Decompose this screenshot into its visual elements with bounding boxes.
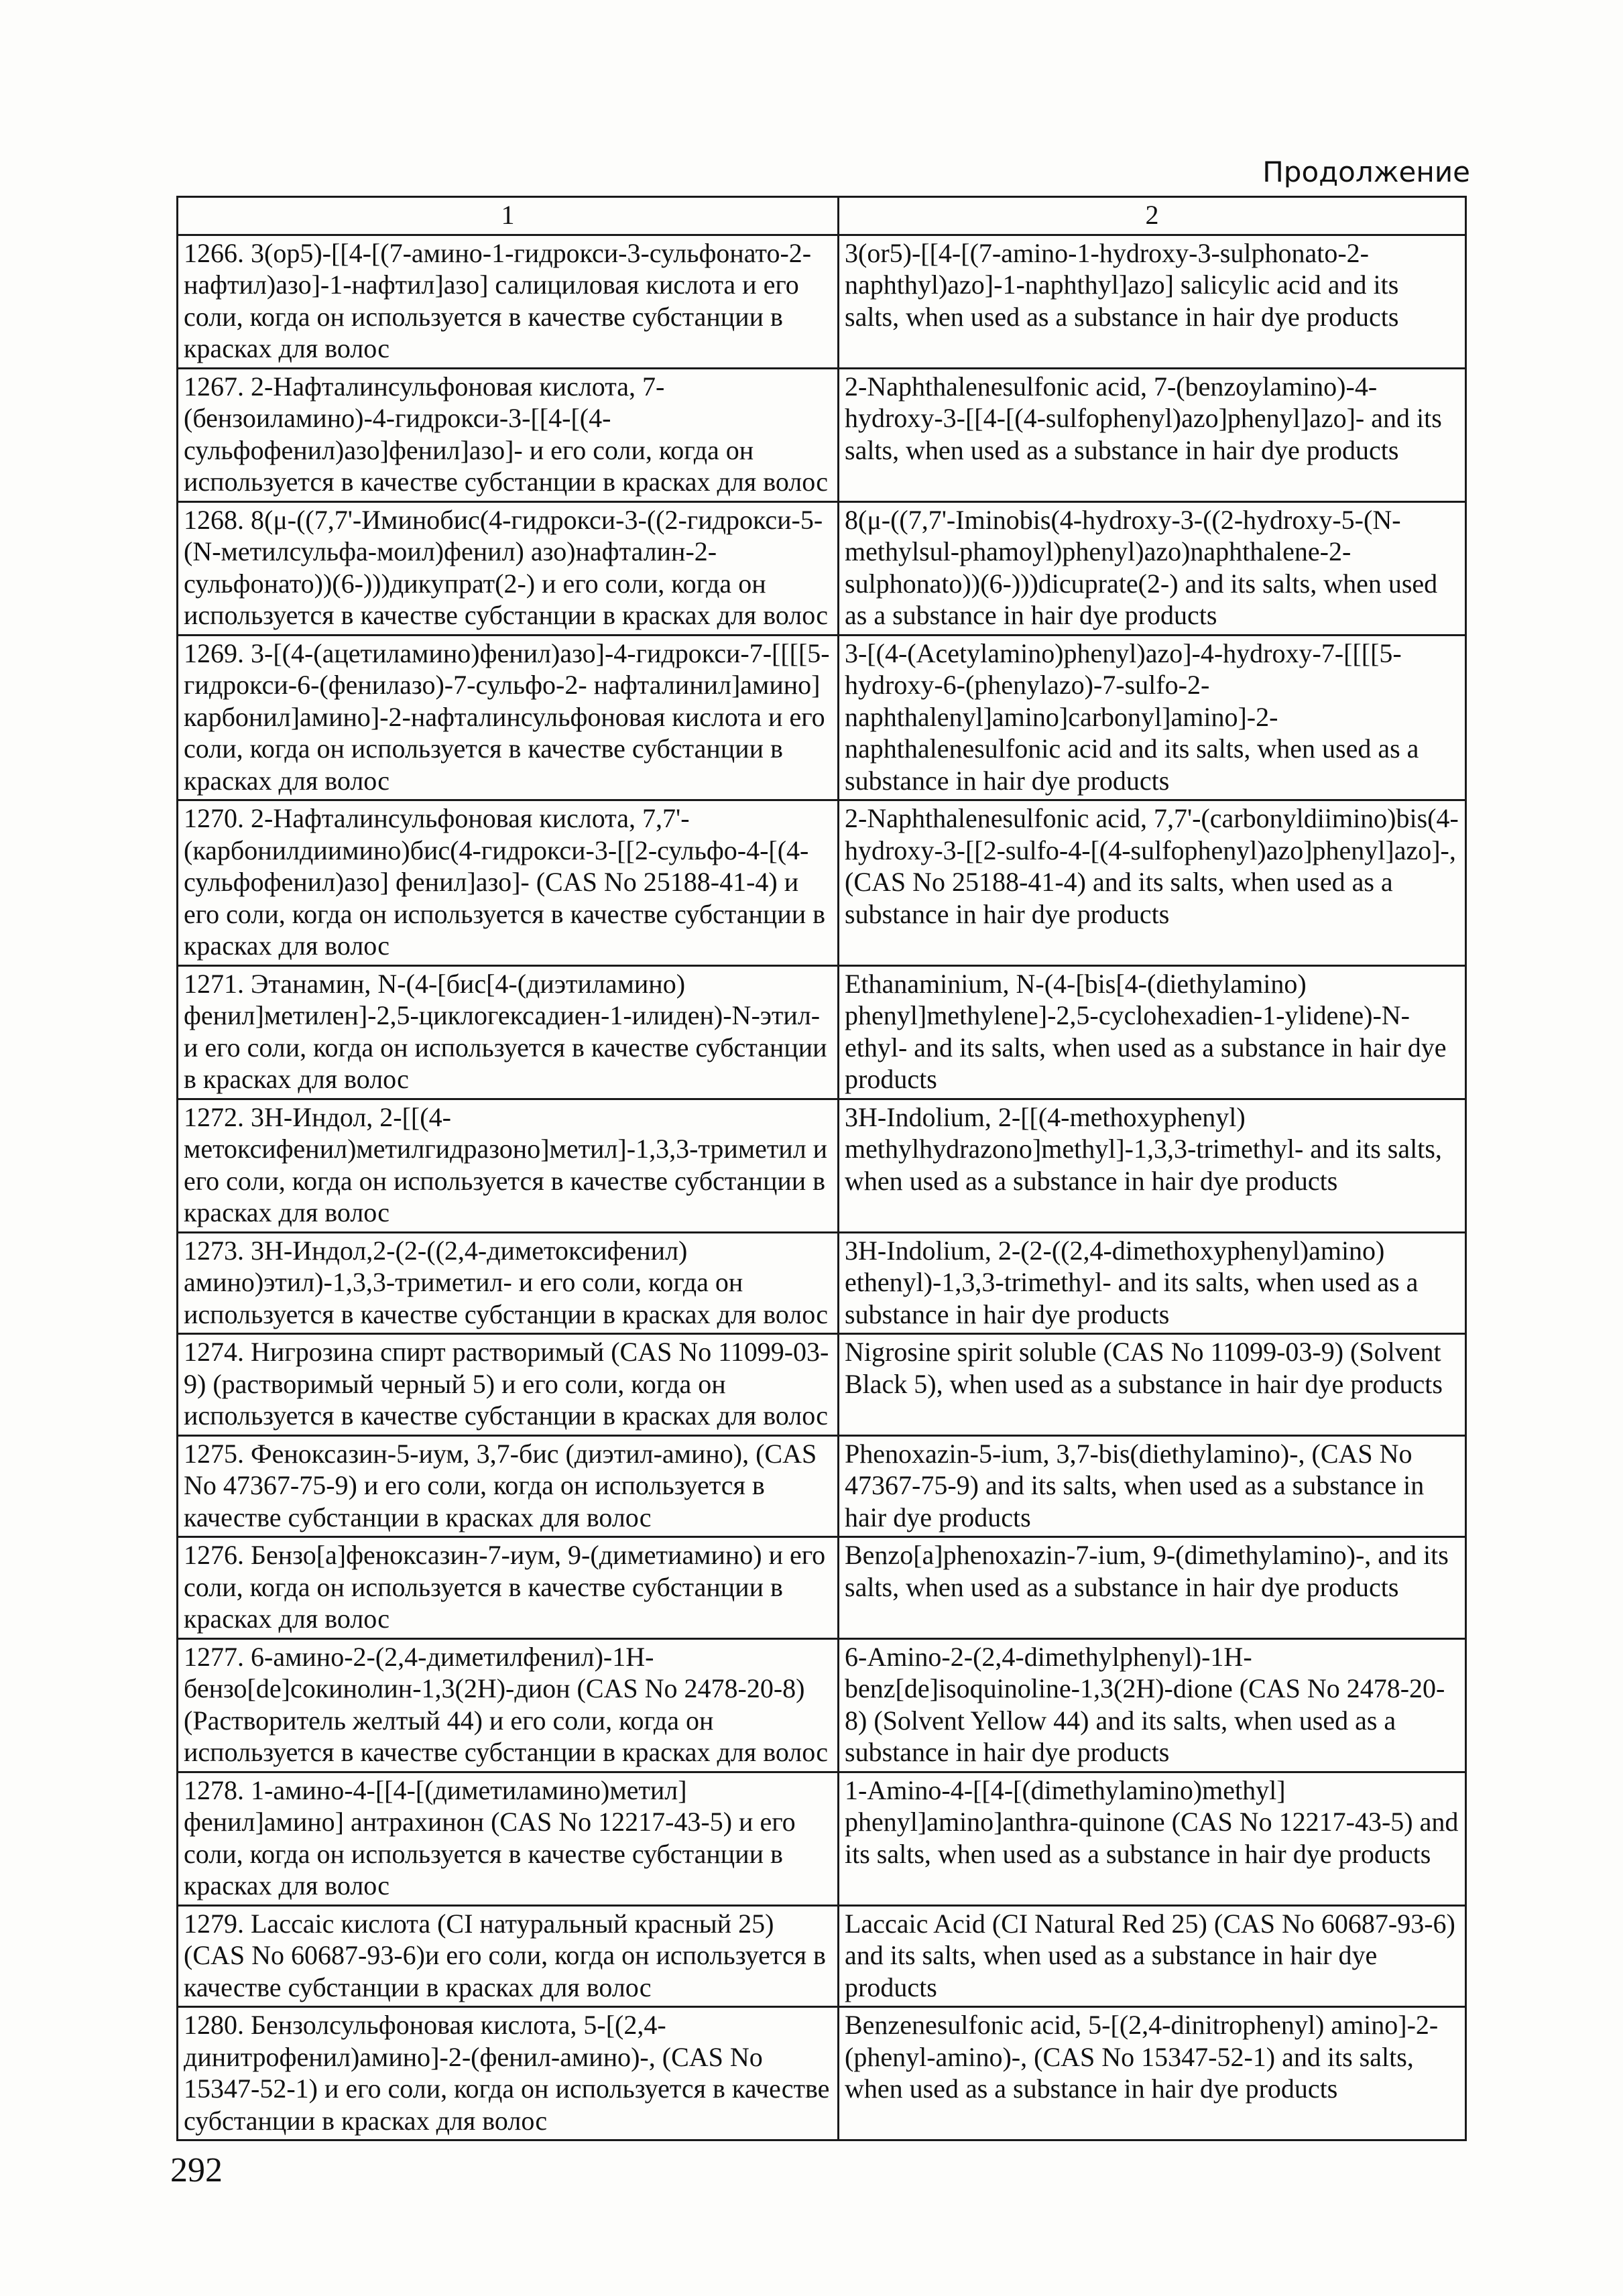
cell-russian: 1268. 8(μ-((7,7'-Иминобис(4-гидрокси-3-((2-гидрокси-5-(N-метилсульфа-моил)фенил) азо)нафталин-2-сульфонато))(6-)))дикупрат(2-) и его соли, когда он используется в качестве субстанции в красках для волос: [178, 501, 839, 635]
table-row: [178, 235, 1466, 368]
table-row: [178, 2007, 1466, 2140]
table-row: [178, 800, 1466, 966]
cell-russian: 1277. 6-амино-2-(2,4-диметилфенил)-1H-бензо[de]cокинолин-1,3(2H)-дион (CAS No 2478-20-8) (Растворитель желтый 44) и его соли, когда он используется в качестве субстанции в красках для волос: [178, 1638, 839, 1772]
cell-english: 8(μ-((7,7'-Iminobis(4-hydroxy-3-((2-hydroxy-5-(N-methylsul-phamoyl)phenyl)azo)naphthalene-2-sulphonato))(6-)))dicuprate(2-) and its salts, when used as a substance in hair dye products: [839, 501, 1466, 635]
cell-russian: 1267. 2-Нафталинсульфоновая кислота, 7-(бензоиламино)-4-гидрокси-3-[[4-[(4-сульфофенил)азо]фенил]азо]- и его соли, когда он используется в качестве субстанции в красках для волос: [178, 368, 839, 501]
table-row: [178, 1435, 1466, 1537]
cell-russian: 1279. Laccaic кислота (CI натуральный красный 25) (CAS No 60687-93-6)и его соли, когда он используется в качестве субстанции в красках для волос: [178, 1905, 839, 2007]
table-row: [178, 1537, 1466, 1639]
table-row: [178, 1232, 1466, 1334]
cell-english: Benzenesulfonic acid, 5-[(2,4-dinitrophenyl) amino]-2-(phenyl-amino)-, (CAS No 15347-52-1) and its salts, when used as a substance in hair dye products: [839, 2007, 1466, 2140]
cell-english: 3H-Indolium, 2-[[(4-methoxyphenyl) methylhydrazono]methyl]-1,3,3-trimethyl- and its salts, when used as a substance in hair dye products: [839, 1099, 1466, 1232]
cell-english: Phenoxazin-5-ium, 3,7-bis(diethylamino)-, (CAS No 47367-75-9) and its salts, when used as a substance in hair dye products: [839, 1435, 1466, 1537]
cell-english: Laccaic Acid (CI Natural Red 25) (CAS No 60687-93-6) and its salts, when used as a substance in hair dye products: [839, 1905, 1466, 2007]
cell-english: 3-[(4-(Acetylamino)phenyl)azo]-4-hydroxy-7-[[[[5-hydroxy-6-(phenylazo)-7-sulfo-2-naphthalenyl]amino]carbonyl]amino]-2-naphthalenesulfonic acid and its salts, when used as a substance in hair dye products: [839, 635, 1466, 800]
column-header-2: 2: [839, 197, 1466, 235]
table-row: [178, 1905, 1466, 2007]
cell-english: Ethanaminium, N-(4-[bis[4-(diethylamino) phenyl]methylene]-2,5-cyclohexadien-1-ylidene)-N-ethyl- and its salts, when used as a substance in hair dye products: [839, 965, 1466, 1099]
table-row: [178, 1638, 1466, 1772]
table-row: [178, 1334, 1466, 1436]
cell-english: Nigrosine spirit soluble (CAS No 11099-03-9) (Solvent Black 5), when used as a substance in hair dye products: [839, 1334, 1466, 1436]
cell-russian: 1269. 3-[(4-(ацетиламино)фенил)азо]-4-гидрокси-7-[[[[5-гидрокси-6-(фенилазо)-7-сульфо-2- нафталинил]амино] карбонил]амино]-2-нафталинсульфоновая кислота и его соли, когда он используется в качестве субстанции в красках для волос: [178, 635, 839, 800]
cell-russian: 1272. 3H-Индол, 2-[[(4-метоксифенил)метилгидразоно]метил]-1,3,3-триметил и его соли, когда он используется в качестве субстанции в красках для волос: [178, 1099, 839, 1232]
continuation-label: Продолжение: [1262, 156, 1470, 188]
table-header-row: [178, 197, 1466, 235]
cell-russian: 1278. 1-амино-4-[[4-[(диметиламино)метил] фенил]амино] антрахинон (CAS No 12217-43-5) и его соли, когда он используется в качестве субстанции в красках для волос: [178, 1772, 839, 1905]
column-header-1: 1: [178, 197, 839, 235]
cell-russian: 1271. Этанамин, N-(4-[бис[4-(диэтиламино) фенил]метилен]-2,5-циклогексадиен-1-илиден)-N-этил- и его соли, когда он используется в качестве субстанции в красках для волос: [178, 965, 839, 1099]
table-row: [178, 635, 1466, 800]
table-row: [178, 965, 1466, 1099]
cell-russian: 1273. 3H-Индол,2-(2-((2,4-диметоксифенил) амино)этил)-1,3,3-триметил- и его соли, когда он используется в качестве субстанции в красках для волос: [178, 1232, 839, 1334]
table-body: [178, 235, 1466, 2140]
cell-english: 2-Naphthalenesulfonic acid, 7-(benzoylamino)-4-hydroxy-3-[[4-[(4-sulfophenyl)azo]phenyl]azo]- and its salts, when used as a substance in hair dye products: [839, 368, 1466, 501]
cell-russian: 1275. Феноксазин-5-иум, 3,7-бис (диэтил-амино), (CAS No 47367-75-9) и его соли, когда он используется в качестве субстанции в красках для волос: [178, 1435, 839, 1537]
cell-english: 3(or5)-[[4-[(7-amino-1-hydroxy-3-sulphonato-2-naphthyl)azo]-1-naphthyl]azo] salicylic acid and its salts, when used as a substance in hair dye products: [839, 235, 1466, 368]
table-row: [178, 368, 1466, 501]
cell-russian: 1276. Бензо[а]феноксазин-7-иум, 9-(диметиамино) и его соли, когда он используется в качестве субстанции в красках для волос: [178, 1537, 839, 1639]
table-row: [178, 501, 1466, 635]
cell-english: Benzo[a]phenoxazin-7-ium, 9-(dimethylamino)-, and its salts, when used as a substance in hair dye products: [839, 1537, 1466, 1639]
table-row: [178, 1099, 1466, 1232]
cell-english: 6-Amino-2-(2,4-dimethylphenyl)-1H-benz[de]isoquinoline-1,3(2H)-dione (CAS No 2478-20-8) (Solvent Yellow 44) and its salts, when used as a substance in hair dye products: [839, 1638, 1466, 1772]
cell-english: 1-Amino-4-[[4-[(dimethylamino)methyl] phenyl]amino]anthra-quinone (CAS No 12217-43-5) and its salts, when used as a substance in hair dye products: [839, 1772, 1466, 1905]
substances-table: [176, 196, 1467, 2141]
table-row: [178, 1772, 1466, 1905]
cell-russian: 1266. 3(op5)-[[4-[(7-амино-1-гидрокси-3-сульфонато-2-нафтил)азо]-1-нафтил]азо] салициловая кислота и его соли, когда он используется в качестве субстанции в красках для волос: [178, 235, 839, 368]
cell-russian: 1270. 2-Нафталинсульфоновая кислота, 7,7'-(карбонилдиимино)бис(4-гидрокси-3-[[2-сульфо-4-[(4-сульфофенил)азо] фенил]азо]- (CAS No 25188-41-4) и его соли, когда он используется в качестве субстанции в красках для волос: [178, 800, 839, 966]
cell-english: 2-Naphthalenesulfonic acid, 7,7'-(carbonyldiimino)bis(4-hydroxy-3-[[2-sulfo-4-[(4-sulfophenyl)azo]phenyl]azo]-, (CAS No 25188-41-4) and its salts, when used as a substance in hair dye products: [839, 800, 1466, 966]
cell-russian: 1280. Бензолсульфоновая кислота, 5-[(2,4-динитрофенил)амино]-2-(фенил-амино)-, (CAS No 15347-52-1) и его соли, когда он используется в качестве субстанции в красках для волос: [178, 2007, 839, 2140]
page-number: 292: [170, 2151, 223, 2189]
cell-english: 3H-Indolium, 2-(2-((2,4-dimethoxyphenyl)amino) ethenyl)-1,3,3-trimethyl- and its salts, when used as a substance in hair dye products: [839, 1232, 1466, 1334]
cell-russian: 1274. Нигрозина спирт растворимый (CAS No 11099-03-9) (растворимый черный 5) и его соли, когда он используется в качестве субстанции в красках для волос: [178, 1334, 839, 1436]
